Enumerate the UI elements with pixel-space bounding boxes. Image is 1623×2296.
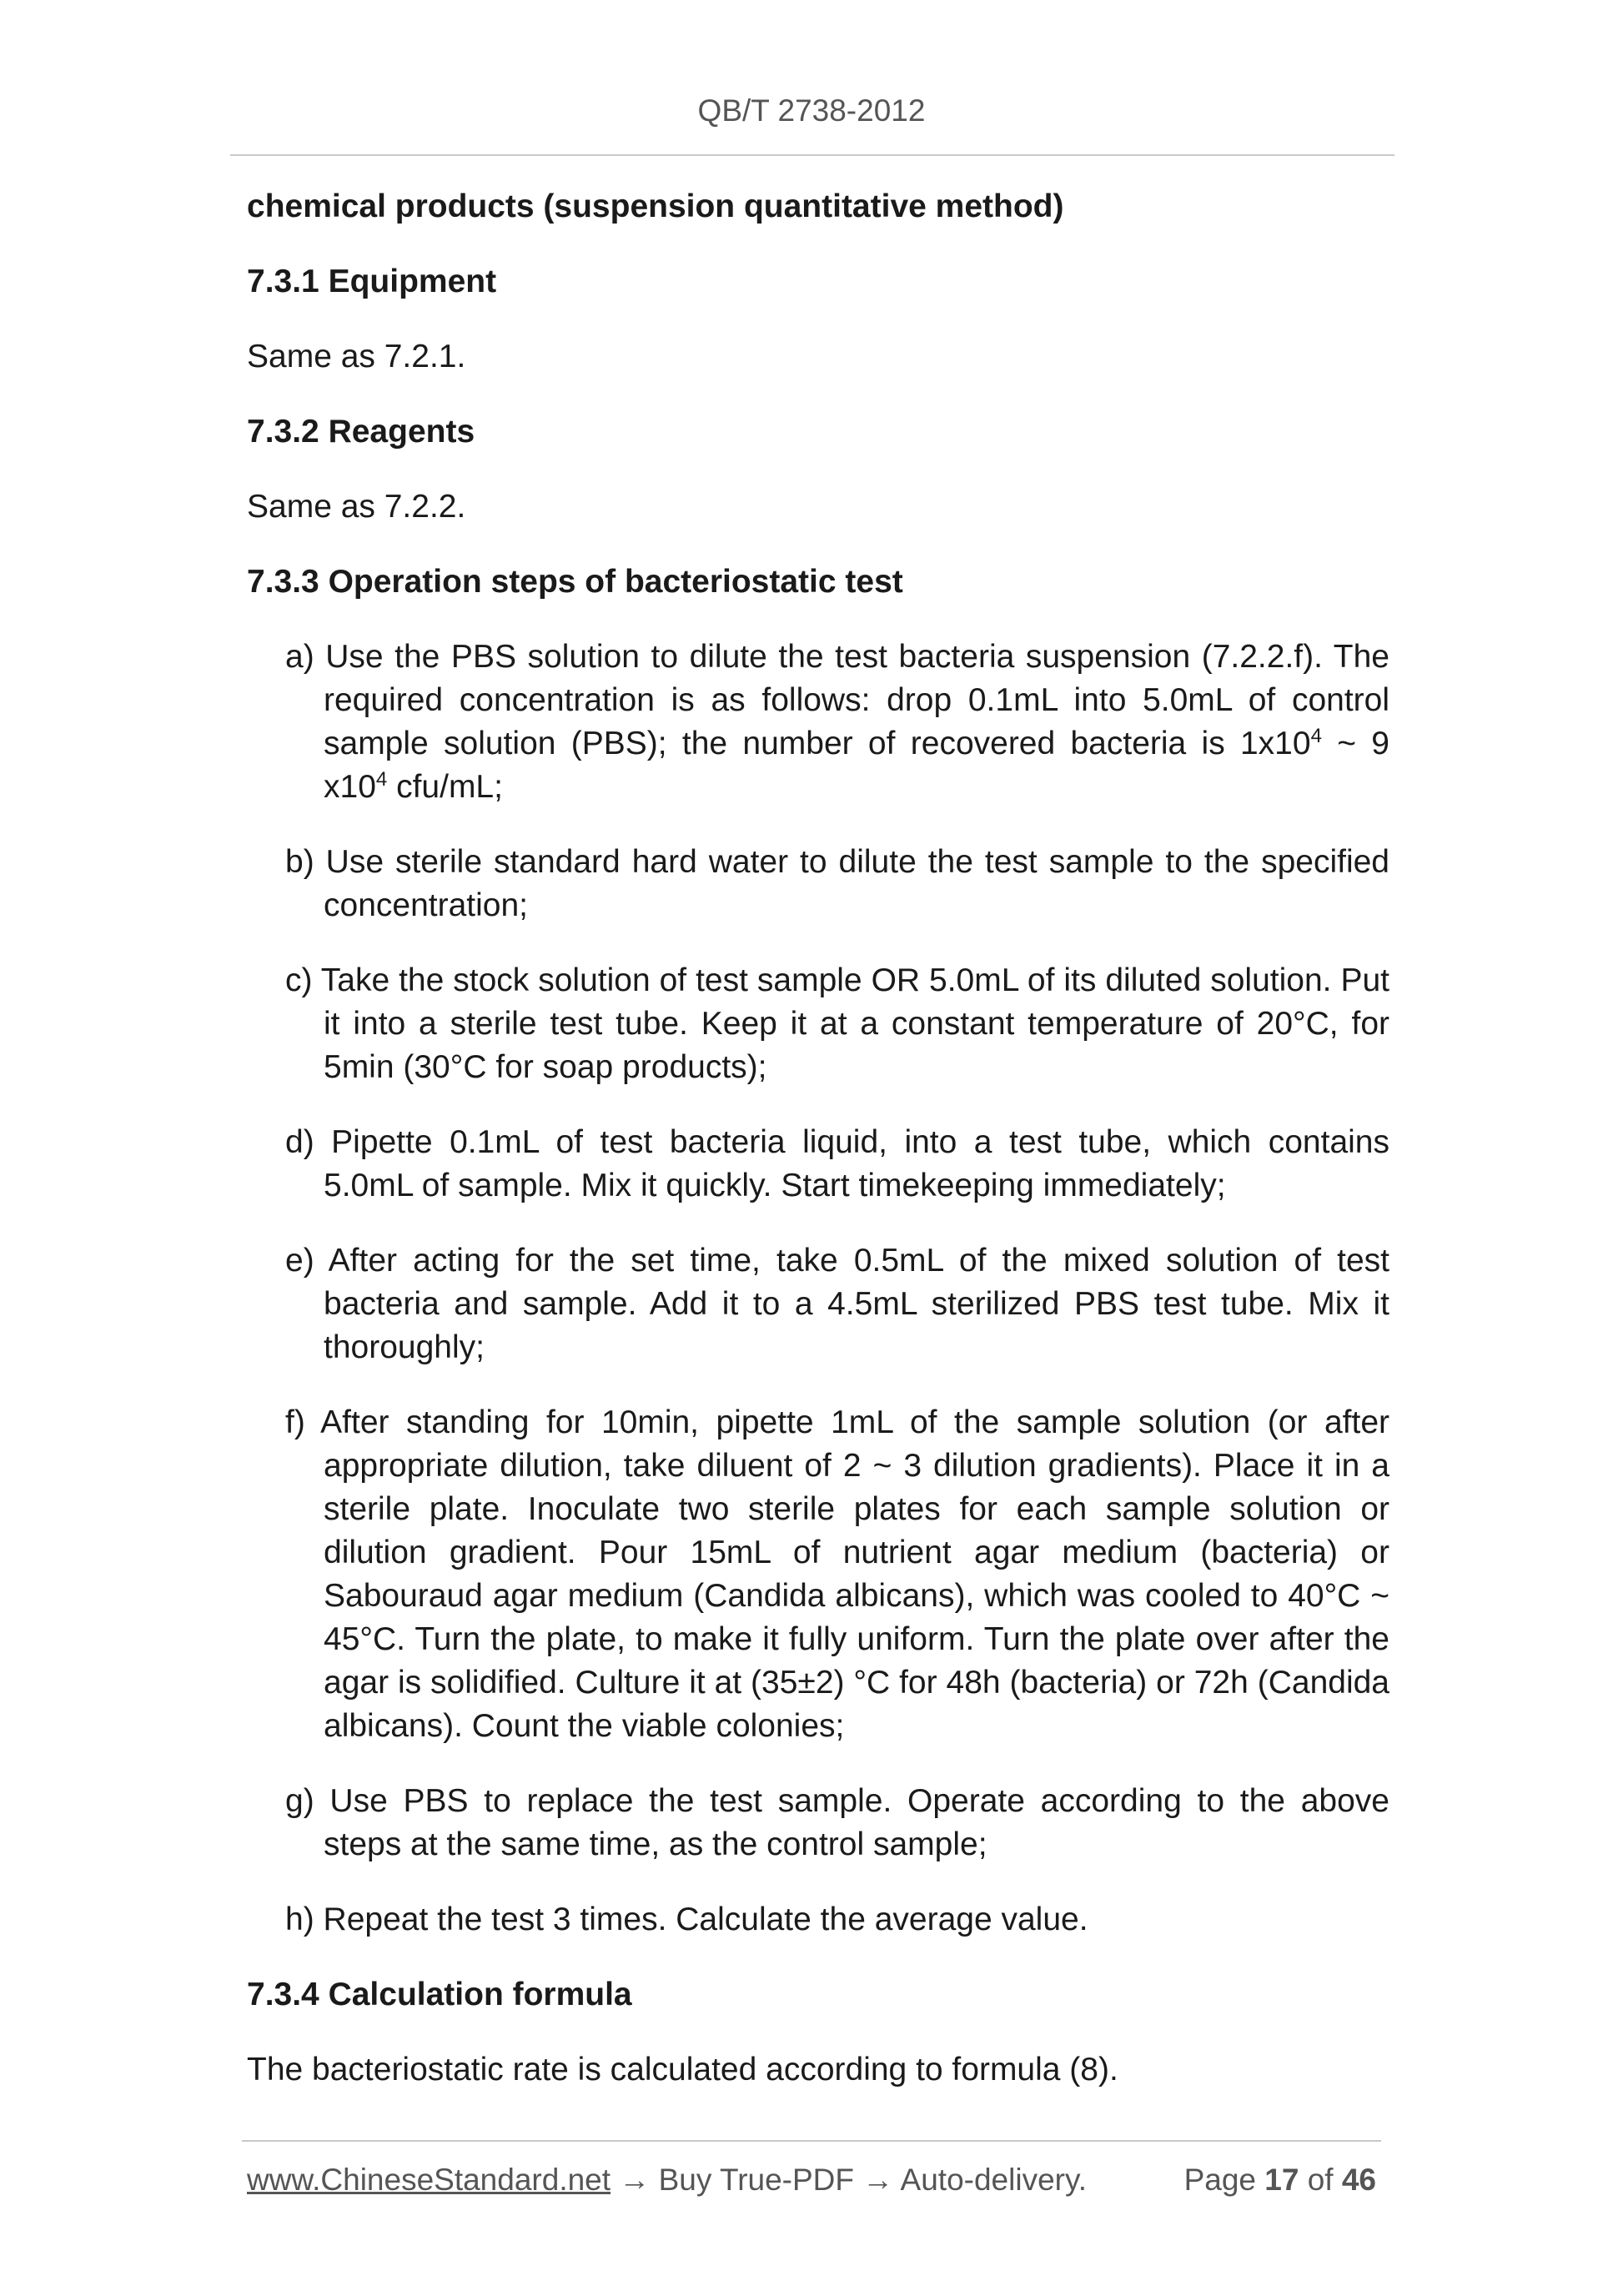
footer-divider xyxy=(242,2140,1381,2142)
step-e-text: After acting for the set time, take 0.5mL of the mixed solution of test bacteria and sample. Add it to a 4.5mL sterilized PBS test tube. Mix it thoroughly; xyxy=(324,1243,1389,1365)
text-7-3-1: Same as 7.2.1. xyxy=(247,339,466,374)
heading-7-3-1: 7.3.1 Equipment xyxy=(247,264,497,299)
text-7-3-2: Same as 7.2.2. xyxy=(247,489,466,525)
step-a-text-1: Use the PBS solution to dilute the test bacteria suspension (7.2.2.f). The required concentration is as follows: drop 0.1mL into 5.0mL of control sample solution (PBS); the number of recovered bacteria is 1x10 xyxy=(324,639,1389,761)
step-b-text: Use sterile standard hard water to dilute the test sample to the specified concentration; xyxy=(324,844,1389,923)
step-a xyxy=(285,636,1389,809)
page-footer xyxy=(247,2163,1376,2198)
step-marker: b) xyxy=(285,844,314,880)
website-link[interactable]: www.ChineseStandard.net xyxy=(247,2163,611,2197)
step-marker: c) xyxy=(285,962,313,998)
of-label: of xyxy=(1307,2163,1334,2197)
step-d-text: Pipette 0.1mL of test bacteria liquid, into a test tube, which contains 5.0mL of sample. Mix it quickly. Start timekeeping immediately; xyxy=(324,1124,1389,1203)
current-page-number: 17 xyxy=(1264,2163,1299,2197)
step-marker: d) xyxy=(285,1124,314,1160)
superscript-exponent: 4 xyxy=(375,768,388,791)
step-a-text-2: ~ 9 x10 xyxy=(324,726,1389,805)
step-f-text: After standing for 10min, pipette 1mL of the sample solution (or after appropriate dilution, take diluent of 2 ~ 3 dilution gradients). Place it in a sterile plate. Inoculate two sterile plates for each sample solution or dilution gradient. Pour 15mL of nutrient agar medium (bacteria) or Sabouraud agar medium (Candida albicans), which was cooled to 40°C ~ 45°C. Turn the plate, to make it fully uniform. Turn the plate over after the agar is solidified. Culture it at (35±2) °C for 48h (bacteria) or 72h (Candida albicans). Count the viable colonies; xyxy=(320,1404,1389,1744)
step-marker: a) xyxy=(285,639,314,675)
heading-7-3-4: 7.3.4 Calculation formula xyxy=(247,1977,632,2012)
step-h xyxy=(285,1898,1389,1942)
step-b xyxy=(285,841,1389,927)
arrow-right-icon: → xyxy=(619,2163,651,2197)
heading-7-3-3: 7.3.3 Operation steps of bacteriostatic test xyxy=(247,564,903,600)
step-f xyxy=(285,1401,1389,1748)
section-title-continued: chemical products (suspension quantitative method) xyxy=(247,188,1064,224)
step-c-text: Take the stock solution of test sample OR 5.0mL of its diluted solution. Put it into a sterile test tube. Keep it at a constant temperature of 20°C, for 5min (30°C for soap products); xyxy=(320,962,1389,1085)
step-g-text: Use PBS to replace the test sample. Operate according to the above steps at the same time, as the control sample; xyxy=(324,1783,1389,1862)
arrow-right-icon: → xyxy=(862,2163,894,2197)
header-divider xyxy=(230,154,1394,156)
document-code-header: QB/T 2738-2012 xyxy=(697,93,926,128)
step-marker: g) xyxy=(285,1783,314,1819)
step-g xyxy=(285,1780,1389,1866)
step-h-text: Repeat the test 3 times. Calculate the average value. xyxy=(323,1902,1088,1937)
operation-steps-list xyxy=(247,636,1389,1942)
buy-true-pdf-text: Buy True-PDF xyxy=(658,2163,855,2197)
step-marker: e) xyxy=(285,1243,314,1279)
page-number-indicator xyxy=(1184,2163,1376,2198)
step-d xyxy=(285,1121,1389,1208)
text-7-3-4: The bacteriostatic rate is calculated according to formula (8). xyxy=(247,2052,1118,2088)
heading-7-3-2: 7.3.2 Reagents xyxy=(247,414,475,450)
step-marker: f) xyxy=(285,1404,305,1440)
step-marker: h) xyxy=(285,1902,314,1937)
page-label: Page xyxy=(1183,2163,1256,2197)
auto-delivery-text: Auto-delivery. xyxy=(900,2163,1088,2197)
step-e xyxy=(285,1239,1389,1369)
superscript-exponent: 4 xyxy=(1310,725,1322,747)
step-a-text-3: cfu/mL; xyxy=(387,769,503,805)
total-pages: 46 xyxy=(1341,2163,1376,2197)
step-c xyxy=(285,959,1389,1089)
page-body xyxy=(247,185,1389,2123)
